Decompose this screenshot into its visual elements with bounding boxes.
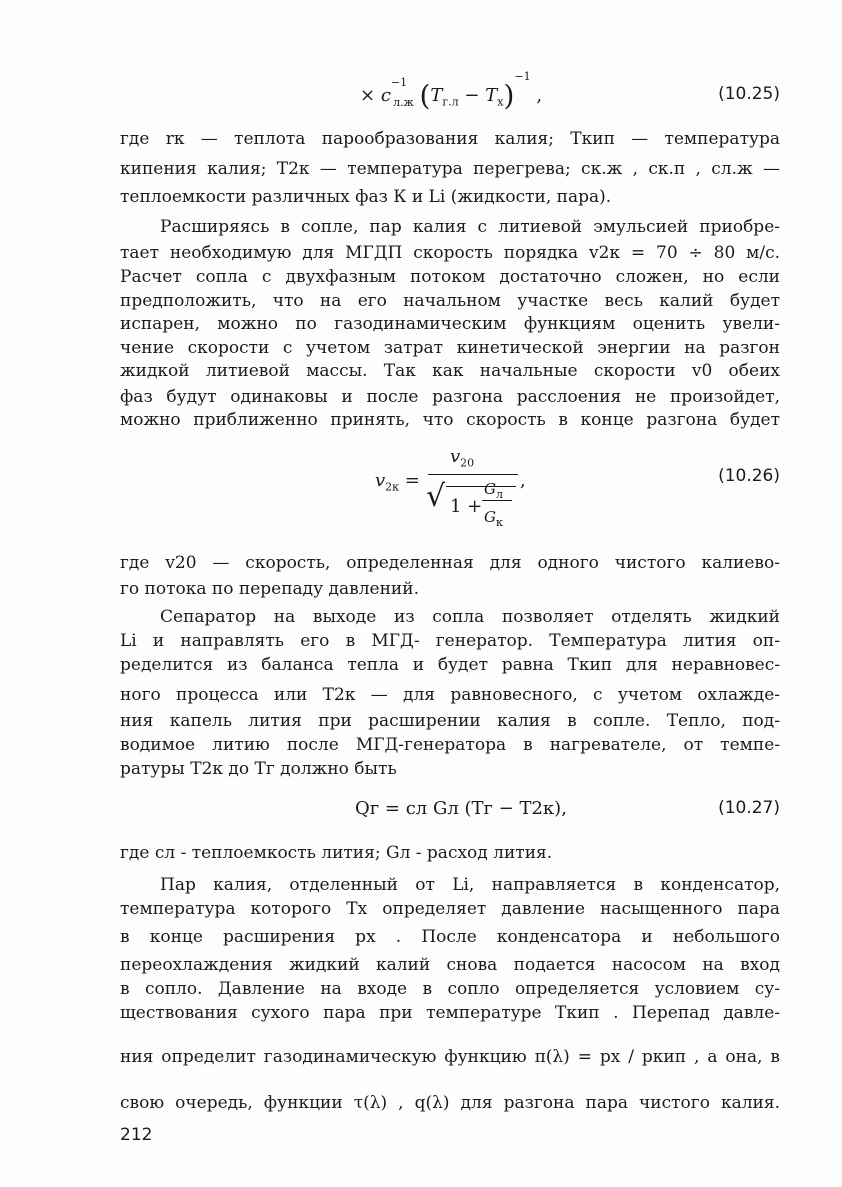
text-line: свою очередь, функции τ(λ) , q(λ) для разгона пара чистого калия. (120, 1093, 780, 1113)
text-line: в конце расширения pх . После конденсатора и небольшого (120, 927, 780, 947)
formula-10-25: × $c^{-1}_{л.ж}$ $(T_{г.л} - T_х)^{-1}$ , (360, 70, 543, 112)
text-line: ния капель лития при расширении калия в сопле. Тепло, под- (120, 711, 780, 731)
text-line: в сопло. Давление на входе в сопло определяется условием су- (120, 979, 780, 999)
text-line: водимое литию после МГД-генератора в нагревателе, от темпе- (120, 735, 780, 755)
book-page: × $c^{-1}_{л.ж}$ $(T_{г.л} - T_х)^{-1}$ , (10.25) где rк — теплота парообразования калия; Tкип — температура кипения калия; T2к — температура перегрева; cк.ж , cк.п , cл.ж — теплоемкости различных фаз К и Li (жидкости, пара). Расширяясь в сопле, пар калия с литиевой эмульсией приобре- тает необходимую для МГДП скорость порядка v2к = 70 ÷ 80 м/с. Расчет сопла с двухфазным потоком достаточно сложен, но если предположить, что на его начальном участке весь калий будет испарен, можно по газодинамическим функциям оценить увели- чение скорости с учетом затрат кинетической энергии на разгон жидкой литиевой массы. Так как начальные скорости v0 обеих фаз будут одинаковы и после разгона расслоения не произойдет, можно приближенно принять, что скорость в конце разгона будет $v_{20}$ $v_{2к}$ = √ 1 + $G_л$ $G_к$ , (10.26) где v20 — скорость, определенная для одного чистого калиево- го потока по перепаду давлений. Сепаратор на выходе из сопла позволяет отделять жидкий Li и направлять его в МГД- генератор. Температура лития оп- ределится из баланса тепла и будет равна Tкип для неравновес- ного процесса или T2к — для равновесного, с учетом охлажде- ния капель лития при расширении калия в сопле. Тепло, под- водимое литию после МГД-генератора в нагревателе, от темпе- ратуры T2к до Tг должно быть Qг = cл Gл (Tг − T2к), (10.27) где cл - теплоемкость лития; Gл - расход лития. Пар калия, отделенный от Li, направляется в конденсатор, температура которого Tх определяет давление насыщенного пара в конце расширения pх . После конденсатора и небольшого переохлаждения жидкий калий снова подается насосом на вход в сопло. Давление на входе в сопло определяется условием су- ществования сухого пара при температуре Tкип . Перепад давле- ния определит газодинамическую функцию π(λ) = pх / pкип , а она, в свою очередь, функции τ(λ) , q(λ) для разгона пара чистого калия. 212 (120, 70, 780, 1145)
text-line: температура которого Tх определяет давление насыщенного пара (120, 899, 780, 919)
text-line: переохлаждения жидкий калий снова подается насосом на вход (120, 955, 780, 975)
text-line: где v20 — скорость, определенная для одного чистого калиево- (120, 553, 780, 573)
text-line: Расчет сопла с двухфазным потоком достаточно сложен, но если (120, 267, 780, 287)
text-line: теплоемкости различных фаз К и Li (жидкости, пара). (120, 187, 612, 207)
equation-number-10-27: (10.27) (718, 798, 780, 818)
text-line: ределится из баланса тепла и будет равна Tкип для неравновес- (120, 655, 780, 675)
text-line: ществования сухого пара при температуре Tкип . Перепад давле- (120, 1003, 780, 1023)
text-line: Пар калия, отделенный от Li, направляется в конденсатор, (160, 875, 780, 895)
text-line: тает необходимую для МГДП скорость порядка v2к = 70 ÷ 80 м/с. (120, 243, 780, 263)
page-number: 212 (120, 1125, 153, 1145)
text-line: жидкой литиевой массы. Так как начальные скорости v0 обеих (120, 361, 780, 381)
text-line: Расширяясь в сопле, пар калия с литиевой эмульсией приобре- (160, 217, 780, 237)
text-line: где rк — теплота парообразования калия; Tкип — температура (120, 129, 780, 149)
text-line: кипения калия; T2к — температура перегрева; cк.ж , cк.п , cл.ж — (120, 159, 780, 179)
text-line: ния определит газодинамическую функцию π(λ) = pх / pкип , а она, в (120, 1047, 780, 1067)
text-line: ратуры T2к до Tг должно быть (120, 759, 397, 779)
equation-number-10-26: (10.26) (718, 466, 780, 486)
text-line: где cл - теплоемкость лития; Gл - расход лития. (120, 843, 553, 863)
text-line: фаз будут одинаковы и после разгона расслоения не произойдет, (120, 387, 780, 407)
formula-10-27: Qг = cл Gл (Tг − T2к), (355, 798, 567, 819)
text-line: Li и направлять его в МГД- генератор. Температура лития оп- (120, 631, 780, 651)
text-line: предположить, что на его начальном участке весь калий будет (120, 291, 780, 311)
text-line: го потока по перепаду давлений. (120, 579, 419, 599)
text-line: испарен, можно по газодинамическим функциям оценить увели- (120, 314, 780, 334)
text-line: ного процесса или T2к — для равновесного, с учетом охлажде- (120, 685, 780, 705)
text-line: Сепаратор на выходе из сопла позволяет отделять жидкий (160, 607, 780, 627)
equation-number-10-25: (10.25) (718, 84, 780, 104)
text-line: можно приближенно принять, что скорость в конце разгона будет (120, 410, 780, 430)
text-line: чение скорости с учетом затрат кинетической энергии на разгон (120, 338, 780, 358)
